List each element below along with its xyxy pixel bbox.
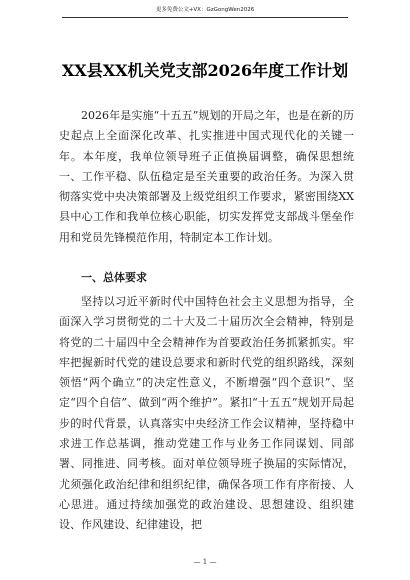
- header-note: 更多免费公文+VX：GzGongWen2026: [155, 7, 255, 13]
- intro-paragraph: 2026年是实施“十五五”规划的开局之年，也是在新的历史起点上全面深化改革、扎实推进中国式现代化的关键一年。本年度，我单位领导班子正值换届调整，确保思想统一、工作平稳、队伍稳定是至关重要的政治任务。为深入贯彻落实党中央决策部署及上级党组织工作要求，紧密围绕XX县中心工作和我单位核心职能，切实发挥党支部战斗堡垒作用和党员先锋模范作用，特制定本工作计划。: [59, 109, 354, 244]
- section-paragraph: 坚持以习近平新时代中国特色社会主义思想为指导，全面深入学习贯彻党的二十大及二十届历次全会精神，特别是将党的二十届四中全会精神作为首要政治任务抓紧抓实。牢牢把握新时代党的建设总要求和新时代党的组织路线，深刻领悟“两个确立”的决定性意义，不断增强“四个意识”、坚定“四个自信”、做到“两个维护”。紧扣“十五五”规划开局起步的时代背景，认真落实中央经济工作会议精神，坚持稳中求进工作总基调，推动党建工作与业务工作同谋划、同部署、同推进、同考核。面对单位领导班子换届的实际情况，尤须强化政治纪律和组织纪律，确保各项工作有序衔接、人心思进。通过持续加强党的政治建设、思想建设、组织建设、作风建设、纪律建设，把: [59, 295, 354, 532]
- header-divider: [62, 17, 348, 18]
- section-heading: 一、总体要求: [81, 271, 147, 284]
- page-number: — 1 —: [193, 558, 217, 566]
- document-title: XX县XX机关党支部2026年度工作计划: [61, 61, 349, 80]
